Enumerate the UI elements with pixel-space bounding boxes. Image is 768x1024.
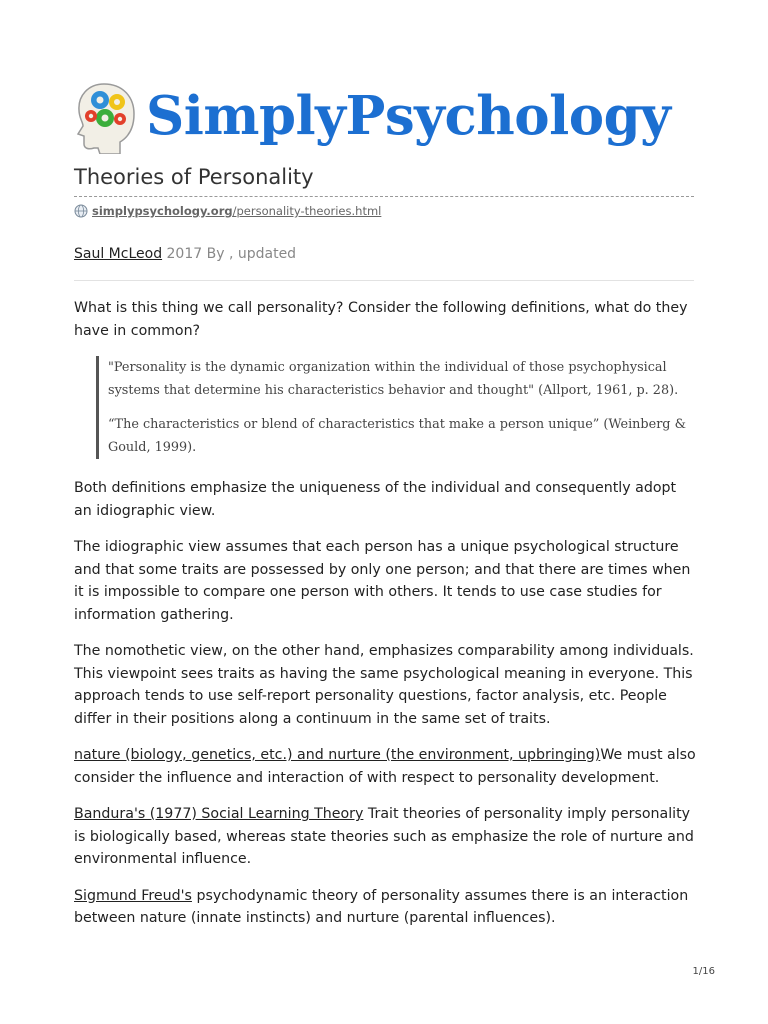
nature-nurture-link[interactable]: nature (biology, genetics, etc.) and nurture (the environment, upbringing) — [74, 747, 601, 763]
paragraph-bandura: Bandura's (1977) Social Learning Theory Trait theories of personality imply personality is biologically based, whereas state theories such as emphasize the role of nurture and environmental influence. — [74, 806, 694, 867]
byline-meta: 2017 By , updated — [162, 246, 297, 262]
brain-gears-icon — [74, 78, 138, 154]
title-divider — [74, 196, 694, 197]
globe-icon — [74, 204, 88, 218]
freud-link[interactable]: Sigmund Freud's — [74, 887, 192, 904]
paragraph-nomothetic: The nomothetic view, on the other hand, emphasizes comparability among individuals. This viewpoint sees traits as having the same psychological meaning in everyone. This approach tends to use self-report personality questions, factor analysis, etc. People differ in their positions along a continuum in the same set of traits. — [74, 643, 694, 727]
brand-name: SimplyPsychology — [146, 85, 671, 147]
paragraph-definitions: Both definitions emphasize the uniqueness of the individual and consequently adopt an idiographic view. — [74, 480, 677, 519]
quote-weinberg: “The characteristics or blend of characteristics that make a person unique” (Weinberg & Gould, 1999). — [108, 417, 686, 455]
byline-divider — [74, 280, 694, 281]
source-domain[interactable]: simplypsychology.org — [92, 204, 233, 218]
source-link[interactable] — [74, 203, 381, 219]
bandura-link[interactable]: Bandura's (1977) Social Learning Theory — [74, 806, 364, 822]
paragraph-nature-nurture: nature (biology, genetics, etc.) and nurture (the environment, upbringing)We must also consider the influence and interaction of with respect to personality development. — [74, 747, 696, 786]
quote-allport: "Personality is the dynamic organization within the individual of those psychophysical systems that determine his characteristics behavior and thought" (Allport, 1961, p. 28). — [108, 360, 679, 398]
source-path[interactable]: /personality-theories.html — [232, 204, 382, 218]
paragraph-freud: Sigmund Freud's psychodynamic theory of personality assumes there is an interaction between nature (innate instincts) and nurture (parental influences). — [74, 887, 689, 926]
byline — [74, 244, 296, 264]
intro-paragraph: What is this thing we call personality? Consider the following definitions, what do they have in common? — [74, 300, 688, 339]
site-logo[interactable] — [74, 78, 694, 158]
author-link[interactable]: Saul McLeod — [74, 246, 163, 262]
blockquote — [96, 356, 696, 459]
article-body — [74, 297, 696, 944]
page-indicator: 1/16 — [692, 966, 715, 977]
page-title: Theories of Personality — [74, 165, 314, 189]
paragraph-idiographic: The idiographic view assumes that each person has a unique psychological structure and that some traits are possessed by only one person; and that there are times when it is impossible to compare one person with others. It tends to use case studies for information gathering. — [74, 539, 691, 623]
